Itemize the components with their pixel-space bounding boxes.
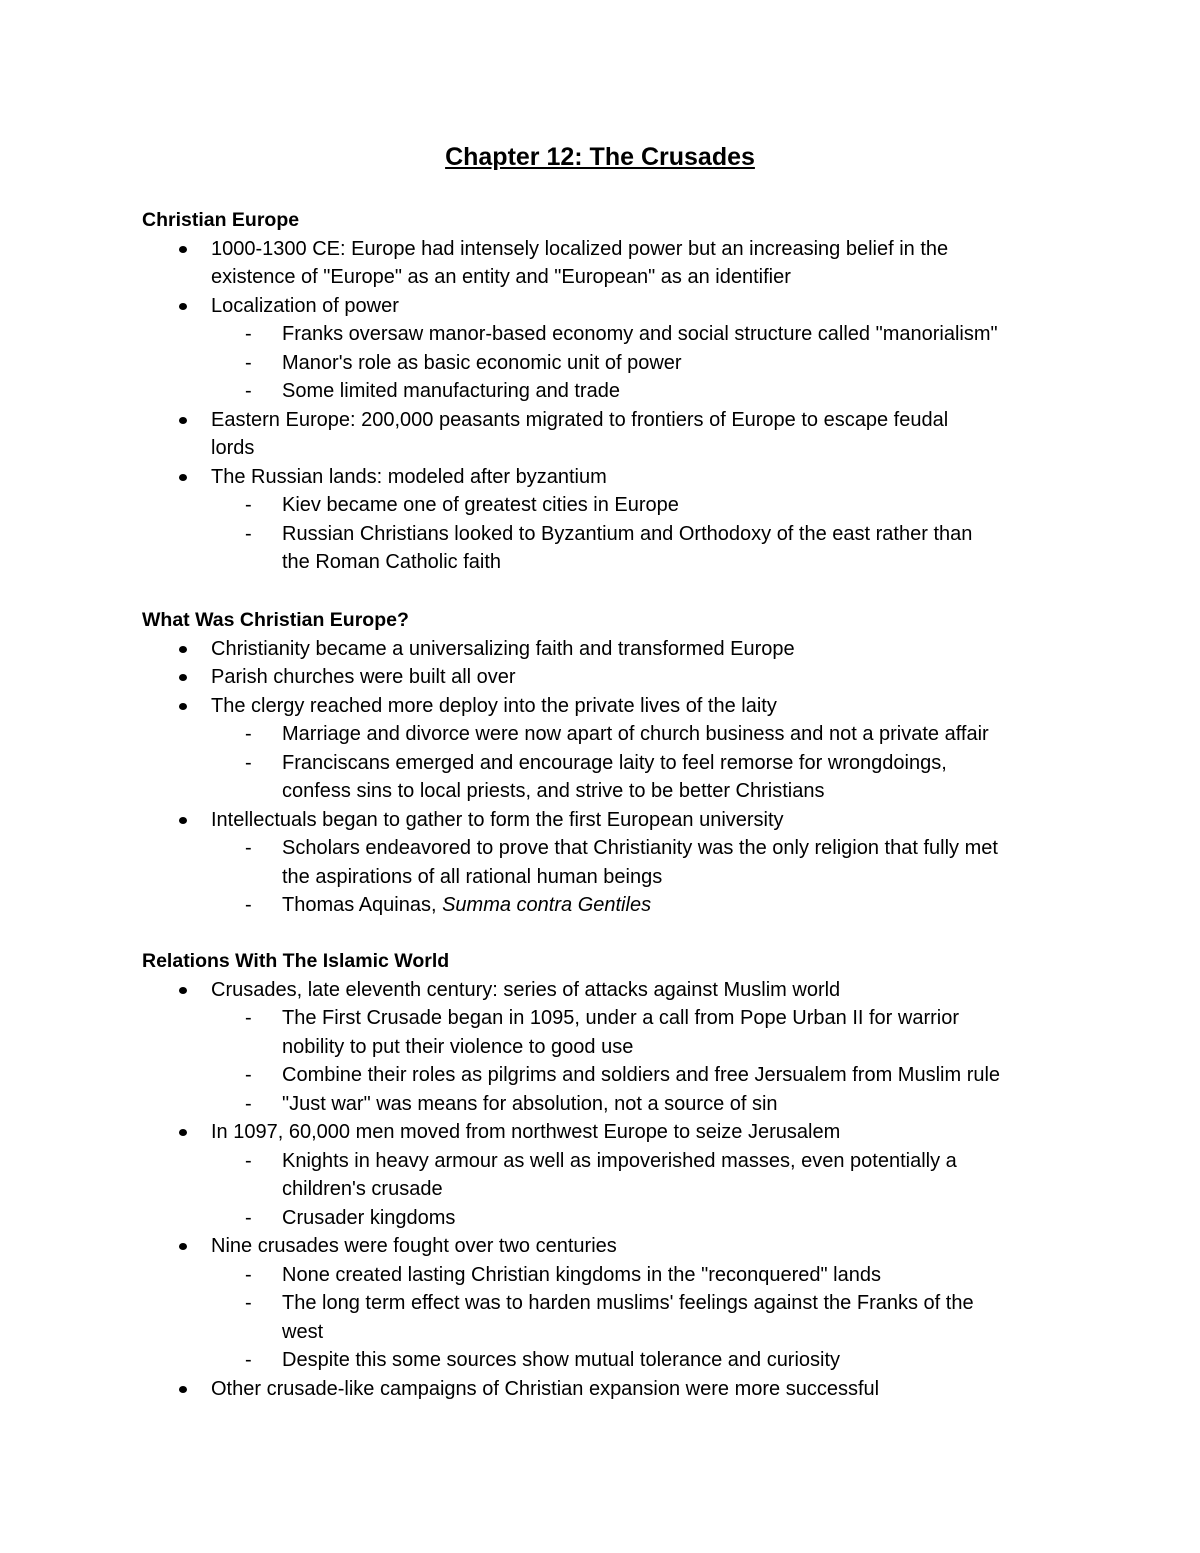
sub-item	[142, 1061, 1102, 1090]
item-text: Some limited manufacturing and trade	[282, 380, 620, 402]
item-text: Marriage and divorce were now apart of church business and not a private affair	[282, 723, 989, 745]
item-text: Localization of power	[211, 294, 399, 317]
item-text: lords	[211, 437, 255, 459]
bullet-item	[142, 1375, 1102, 1404]
item-text: Franciscans emerged and encourage laity to feel remorse for wrongdoings,	[282, 751, 947, 774]
dash-marker: -	[245, 323, 252, 345]
dash-marker: -	[245, 1092, 252, 1115]
bullet-item	[142, 635, 1102, 664]
section-what-was-christian-europe	[142, 606, 1102, 920]
item-text: Intellectuals began to gather to form the first European university	[211, 808, 784, 831]
item-text: Manor's role as basic economic unit of power	[282, 351, 682, 374]
dash-marker: -	[245, 351, 252, 374]
sub-item	[142, 377, 1102, 406]
item-text: Nine crusades were fought over two centuries	[211, 1235, 617, 1257]
bullet-item	[142, 1118, 1102, 1147]
item-text: Russian Christians looked to Byzantium and Orthodoxy of the east rather than	[282, 522, 973, 545]
section-heading: Christian Europe	[142, 209, 300, 231]
bullet-icon	[179, 417, 187, 424]
bullet-item	[142, 976, 1102, 1005]
bullet-item	[142, 292, 1102, 321]
section-heading: What Was Christian Europe?	[142, 609, 409, 631]
bullet-icon	[179, 303, 187, 310]
sub-item	[142, 1147, 1102, 1176]
dash-marker: -	[245, 1064, 252, 1086]
item-continuation	[142, 1033, 1102, 1062]
item-text: Christianity became a universalizing faith and transformed Europe	[211, 637, 795, 660]
bullet-item	[142, 235, 1102, 264]
sub-item	[142, 1090, 1102, 1119]
sub-item	[142, 349, 1102, 378]
dash-marker: -	[245, 1149, 252, 1172]
item-text: The clergy reached more deploy into the private lives of the laity	[211, 694, 777, 717]
bullet-icon	[179, 674, 187, 681]
bullet-icon	[179, 703, 187, 710]
item-text: None created lasting Christian kingdoms in the "reconquered" lands	[282, 1263, 881, 1286]
sub-item	[142, 1346, 1102, 1375]
item-text: The First Crusade began in 1095, under a call from Pope Urban II for warrior	[282, 1007, 959, 1029]
bullet-icon	[179, 1243, 187, 1250]
bullet-icon	[179, 1386, 187, 1393]
bullet-icon	[179, 474, 187, 481]
item-text: Other crusade-like campaigns of Christian expansion were more successful	[211, 1377, 880, 1400]
sub-item	[142, 491, 1102, 520]
dash-marker: -	[245, 1263, 252, 1286]
item-continuation	[142, 863, 1102, 892]
item-text: Franks oversaw manor-based economy and social structure called "manorialism"	[282, 323, 998, 345]
item-text: Combine their roles as pilgrims and soldiers and free Jersualem from Muslim rule	[282, 1064, 1001, 1086]
sub-item	[142, 749, 1102, 778]
sub-item	[142, 834, 1102, 863]
page-title: Chapter 12: The Crusades	[445, 143, 755, 171]
item-text: existence of "Europe" as an entity and "European" as an identifier	[211, 266, 791, 288]
item-text: Crusader kingdoms	[282, 1206, 456, 1229]
bullet-item	[142, 663, 1102, 692]
bullet-icon	[179, 246, 187, 253]
bullet-icon	[179, 1129, 187, 1136]
item-text: The Russian lands: modeled after byzantium	[211, 465, 607, 488]
item-text: Crusades, late eleventh century: series of attacks against Muslim world	[211, 978, 841, 1001]
dash-marker: -	[245, 1007, 252, 1029]
section-relations-islamic-world	[142, 947, 1102, 1403]
dash-marker: -	[245, 1292, 252, 1314]
item-text: west	[282, 1320, 324, 1343]
item-text: The long term effect was to harden muslims' feelings against the Franks of the	[282, 1292, 974, 1314]
item-continuation	[142, 1318, 1102, 1347]
dash-marker: -	[245, 723, 252, 745]
item-text: nobility to put their violence to good use	[282, 1035, 634, 1058]
item-text: confess sins to local priests, and strive to be better Christians	[282, 780, 825, 802]
item-text: Kiev became one of greatest cities in Europe	[282, 494, 679, 516]
section-christian-europe	[142, 206, 1102, 577]
bullet-icon	[179, 646, 187, 653]
item-italic-text: Summa contra Gentiles	[442, 894, 652, 916]
bullet-item	[142, 1232, 1102, 1261]
item-continuation	[142, 263, 1102, 292]
dash-marker: -	[245, 494, 252, 516]
bullet-item	[142, 692, 1102, 721]
dash-marker: -	[245, 522, 252, 545]
item-text: Despite this some sources show mutual tolerance and curiosity	[282, 1349, 841, 1371]
sub-item	[142, 520, 1102, 549]
item-text: In 1097, 60,000 men moved from northwest Europe to seize Jerusalem	[211, 1121, 841, 1143]
sub-item	[142, 1004, 1102, 1033]
item-text: 1000-1300 CE: Europe had intensely localized power but an increasing belief in the	[211, 237, 949, 260]
bullet-icon	[179, 987, 187, 994]
item-continuation	[142, 777, 1102, 806]
dash-marker: -	[245, 1349, 252, 1371]
item-text: Thomas Aquinas,	[282, 894, 443, 916]
dash-marker: -	[245, 837, 252, 859]
item-text: children's crusade	[282, 1178, 443, 1200]
sub-item	[142, 1289, 1102, 1318]
item-text: Knights in heavy armour as well as impoverished masses, even potentially a	[282, 1149, 957, 1172]
sub-item	[142, 320, 1102, 349]
sub-item	[142, 720, 1102, 749]
dash-marker: -	[245, 751, 252, 774]
bullet-item	[142, 806, 1102, 835]
dash-marker: -	[245, 380, 252, 402]
bullet-icon	[179, 817, 187, 824]
section-heading: Relations With The Islamic World	[142, 950, 450, 972]
item-text: the aspirations of all rational human beings	[282, 865, 663, 888]
item-text: Eastern Europe: 200,000 peasants migrated to frontiers of Europe to escape feudal	[211, 408, 949, 431]
bullet-item	[142, 463, 1102, 492]
sub-item	[142, 1204, 1102, 1233]
item-continuation	[142, 1175, 1102, 1204]
item-text: the Roman Catholic faith	[282, 551, 502, 573]
item-continuation	[142, 434, 1102, 463]
sub-item	[142, 1261, 1102, 1290]
item-text: "Just war" was means for absolution, not a source of sin	[282, 1092, 778, 1115]
item-text: Scholars endeavored to prove that Christianity was the only religion that fully met	[282, 837, 998, 859]
dash-marker: -	[245, 1206, 252, 1229]
sub-item	[142, 891, 1102, 920]
bullet-item	[142, 406, 1102, 435]
item-continuation	[142, 548, 1102, 577]
item-text: Parish churches were built all over	[211, 666, 516, 688]
dash-marker: -	[245, 894, 252, 916]
